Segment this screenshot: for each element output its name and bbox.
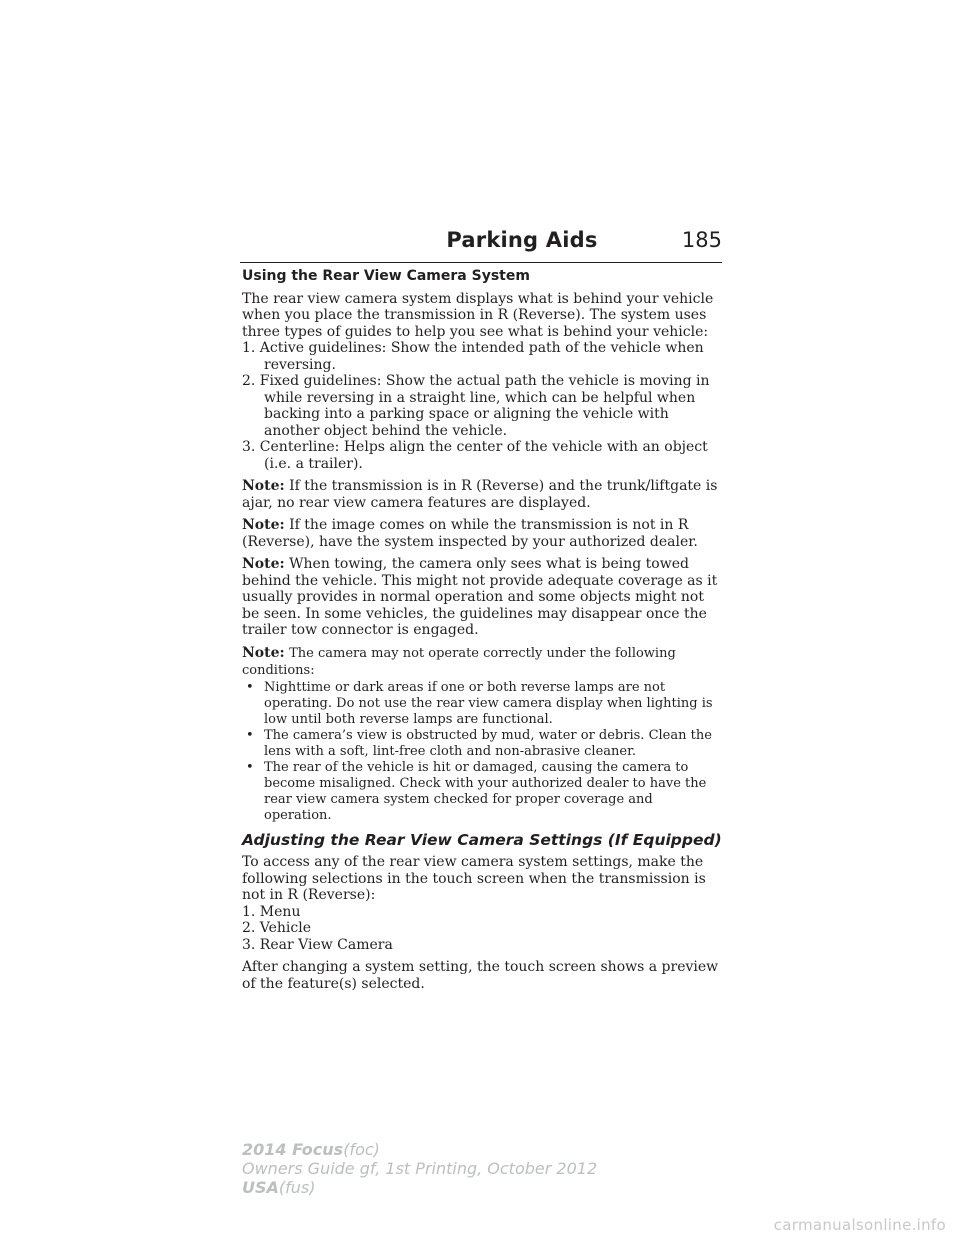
guide-item: 3. Centerline: Helps align the center of the vehicle with an object (i.e. a trailer). [242,439,708,472]
bullet-icon: • [246,727,254,743]
step-item: 3. Rear View Camera [242,936,393,953]
step-list [242,904,722,954]
section-title: Parking Aids [446,228,598,252]
step-item: 2. Vehicle [242,920,312,936]
page-content [242,268,722,998]
note-label: Note: [242,517,285,533]
heading-rear-view-camera: Using the Rear View Camera System [242,268,530,284]
note-label: Note: [242,478,285,494]
step-item: 1. Menu [242,903,301,920]
note-paragraph [242,478,722,511]
page-header [240,228,722,263]
condition-text: The camera’s view is obstructed by mud, water or debris. Clean the lens with a soft, lint-free cloth and non-abrasive cleaner. [264,727,712,759]
intro-paragraph: The rear view camera system displays what is behind your vehicle when you place the transmission in R (Reverse). The system uses three types of guides to help you see what is behind your vehicle: [242,290,714,340]
note-label: Note: [242,556,285,572]
note-paragraph [242,645,722,680]
condition-item [242,680,722,728]
page-number: 185 [681,228,722,252]
footer-line [242,1178,597,1197]
condition-text: The rear of the vehicle is hit or damaged, causing the camera to become misaligned. Check with your authorized dealer to have the rear view camera system checked for proper coverage and operation. [264,759,707,823]
condition-text: Nighttime or dark areas if one or both reverse lamps are not operating. Do not use the rear view camera display when lighting is low until both reverse lamps are functional. [264,679,713,727]
footer-line [242,1140,597,1159]
print-footer [242,1140,597,1197]
guide-item: 2. Fixed guidelines: Show the actual path the vehicle is moving in while reversing in a straight line, which can be helpful when backing into a parking space or aligning the vehicle with another object behind the vehicle. [242,373,710,439]
condition-list [242,680,722,824]
note-paragraph [242,517,722,550]
condition-item [242,728,722,760]
footer-market-code: (fus) [278,1178,316,1197]
condition-item [242,760,722,824]
settings-intro: To access any of the rear view camera system settings, make the following selections in the touch screen when the transmission is not in R (Reverse): [242,854,706,903]
footer-model: 2014 Focus [242,1140,344,1159]
heading-adjusting-settings: Adjusting the Rear View Camera Settings (If Equipped) [242,830,722,849]
note-text: The camera may not operate correctly under the following conditions: [242,645,676,678]
note-text: If the transmission is in R (Reverse) and the trunk/liftgate is ajar, no rear view camera features are displayed. [242,478,718,511]
note-text: When towing, the camera only sees what is being towed behind the vehicle. This might not provide adequate coverage as it usually provides in normal operation and some objects might not be seen. In some vehicles, the guidelines may disappear once the trailer tow connector is engaged. [242,556,718,638]
guide-item: 1. Active guidelines: Show the intended path of the vehicle when reversing. [242,340,704,373]
footer-market: USA [242,1178,279,1197]
outro-paragraph: After changing a system setting, the touch screen shows a preview of the feature(s) selected. [242,959,719,992]
watermark: carmanualsonline.info [773,1216,946,1234]
note-label: Note: [242,644,285,661]
note-text: If the image comes on while the transmission is not in R (Reverse), have the system inspected by your authorized dealer. [242,517,698,550]
footer-line: Owners Guide gf, 1st Printing, October 2012 [242,1159,598,1178]
bullet-icon: • [246,759,254,775]
guide-list [242,340,722,472]
note-paragraph [242,556,722,639]
bullet-icon: • [246,679,254,695]
footer-model-code: (foc) [343,1140,380,1159]
